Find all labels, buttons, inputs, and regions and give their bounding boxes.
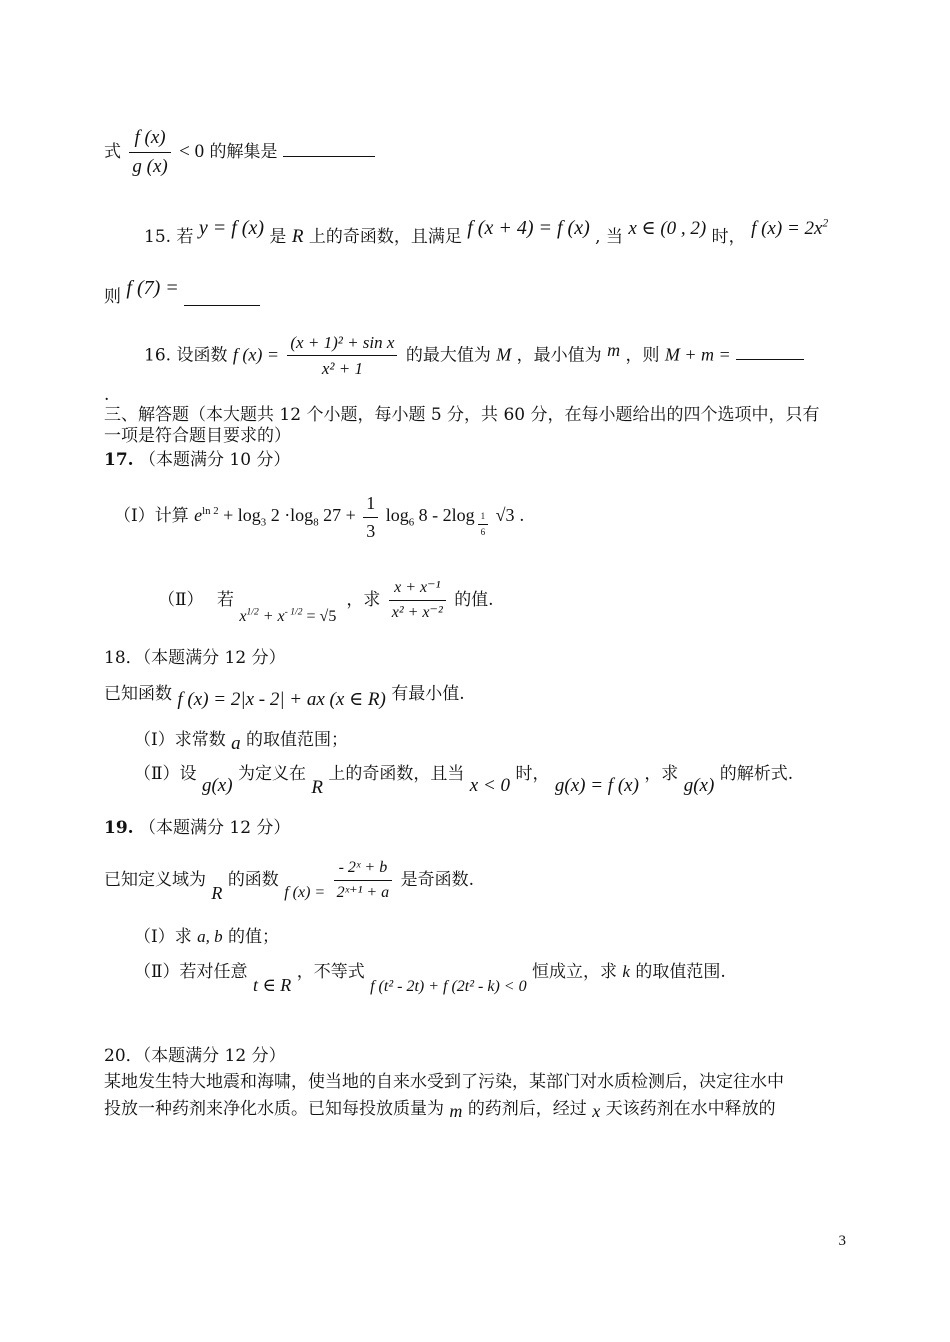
q17-cond-plus: + x bbox=[262, 608, 285, 625]
q19-part1-label: （Ⅰ）求 bbox=[134, 927, 192, 947]
q19-denominator: 2ˣ⁺¹ + a bbox=[336, 884, 390, 901]
q20-line2 bbox=[104, 1097, 776, 1120]
q16-text3: ，最小值为 bbox=[516, 345, 602, 366]
q18-text1: 已知函数 bbox=[104, 684, 172, 704]
q17-part2-den: x² + x⁻² bbox=[391, 604, 443, 621]
q16-denominator: x² + 1 bbox=[321, 359, 363, 379]
q15-math5 bbox=[751, 218, 828, 239]
q16-line bbox=[144, 332, 804, 380]
q17-part2-num: x + x⁻¹ bbox=[389, 578, 446, 601]
q19-line2 bbox=[134, 926, 279, 948]
q17-one-third bbox=[363, 492, 378, 542]
q17-log8: 2 ·log bbox=[270, 505, 314, 526]
q19-text3: 是奇函数. bbox=[400, 870, 474, 890]
q14-denominator: g (x) bbox=[132, 155, 168, 177]
q19-fraction bbox=[334, 858, 393, 903]
q14-prefix: 式 bbox=[104, 141, 121, 162]
q17-log6: log bbox=[385, 505, 409, 526]
q19-k: k bbox=[622, 962, 630, 981]
q17-part1 bbox=[114, 492, 524, 542]
q19-number: 19. bbox=[104, 818, 134, 838]
q17-part2-fraction bbox=[389, 578, 446, 623]
q18-line2 bbox=[134, 728, 348, 752]
q18-part1-text: 的取值范围； bbox=[246, 730, 349, 750]
q17-number: 17. bbox=[104, 450, 134, 470]
q17-log-base-sixth bbox=[478, 511, 489, 539]
q15-line1 bbox=[144, 217, 829, 249]
q19-R: R bbox=[211, 883, 223, 903]
q19-text2: 的函数 bbox=[227, 870, 279, 890]
q17-part2-ask: ，求 bbox=[346, 590, 381, 610]
q16-text4: ，则 bbox=[625, 345, 660, 366]
q16-m: m bbox=[607, 340, 621, 361]
q19-t3: 的取值范围. bbox=[635, 962, 726, 982]
q17-log3: + log bbox=[223, 505, 261, 526]
q17-expr bbox=[194, 493, 519, 541]
q16-fraction bbox=[287, 332, 397, 380]
q15-number: 15. bbox=[144, 227, 172, 247]
q16-number: 16. bbox=[144, 345, 172, 366]
q18-heading: 18．（本题满分 12 分） bbox=[104, 648, 286, 668]
q14-text: 的解集是 bbox=[209, 141, 278, 162]
q17-log8-base: 8 bbox=[313, 516, 319, 529]
q17-cond-half-num: 1 bbox=[246, 606, 252, 618]
q17-cond-neg-den: 2 bbox=[297, 606, 303, 618]
q19-ab: a, b bbox=[197, 927, 223, 946]
q18-line1 bbox=[104, 682, 465, 710]
q17-minus-log: 8 - 2log bbox=[418, 505, 475, 526]
q17-log6-base: 6 bbox=[408, 516, 415, 529]
q16-text1: 设函数 bbox=[176, 345, 228, 366]
q17-one-third-num: 1 bbox=[363, 492, 378, 518]
q15-math6: f (7) = bbox=[126, 277, 179, 299]
q16-fx: f (x) = bbox=[232, 344, 279, 365]
q17-part2-label: （Ⅱ） bbox=[158, 590, 204, 610]
q17-heading-text: （本题满分 10 分） bbox=[138, 450, 291, 470]
q18-function: f (x) = 2|x - 2| + ax (x ∈ R) bbox=[177, 689, 386, 710]
q17-cond-half-den: 2 bbox=[253, 606, 259, 618]
q18-t3: 时， bbox=[515, 764, 550, 784]
q17-cond-eq: = √5 bbox=[306, 608, 337, 625]
q18-g2: g(x) bbox=[683, 775, 715, 796]
q18-part1-label: （Ⅰ）求常数 bbox=[134, 730, 226, 750]
q17-part1-end: . bbox=[519, 506, 525, 527]
section3-heading-line2: 一项是符合题目要求的） bbox=[104, 426, 291, 446]
q15-text6: 则 bbox=[104, 287, 121, 307]
q14-lt0: < 0 bbox=[179, 140, 205, 162]
q19-part1-text: 的值； bbox=[228, 927, 280, 947]
q18-t4: ，求 bbox=[644, 764, 679, 784]
q20-x: x bbox=[592, 1101, 601, 1121]
q20-text-b: 的药剂后，经过 bbox=[467, 1099, 587, 1119]
q20-m: m bbox=[449, 1101, 463, 1121]
q19-heading-text: （本题满分 12 分） bbox=[138, 818, 291, 838]
q15-math1: y = f (x) bbox=[198, 217, 264, 239]
q17-part2-end: 的值. bbox=[454, 590, 494, 610]
answer-blank bbox=[736, 358, 804, 360]
q20-text-c: 天该药剂在水中释放的 bbox=[605, 1099, 776, 1119]
q20-line1: 某地发生特大地震和海啸，使当地的自来水受到了污染，某部门对水质检测后，决定往水中 bbox=[104, 1072, 784, 1092]
q15-text3: 上的奇函数，且满足 bbox=[308, 227, 462, 247]
q16-dot: . bbox=[104, 385, 110, 405]
q19-line1 bbox=[104, 858, 474, 903]
q14-tail bbox=[104, 126, 375, 179]
q15-text4: , 当 bbox=[595, 227, 623, 247]
q19-numerator: - 2ˣ + b bbox=[334, 858, 393, 881]
q18-t5: 的解析式. bbox=[719, 764, 794, 784]
q17-cond-neg-half: - 1/2 bbox=[284, 606, 303, 618]
q20-text-a: 投放一种药剂来净化水质。已知每投放质量为 bbox=[104, 1099, 444, 1119]
q15-math5-base: f (x) = 2x bbox=[751, 218, 823, 239]
q17-27: 27 + bbox=[323, 505, 356, 526]
q19-heading bbox=[104, 818, 290, 839]
q17-ln2: ln 2 bbox=[202, 505, 219, 518]
q17-one-third-den: 3 bbox=[366, 520, 376, 541]
q18-part2-label: （Ⅱ）设 bbox=[134, 764, 197, 784]
q17-cond-half: 1/2 bbox=[246, 606, 259, 618]
q14-fraction bbox=[129, 126, 170, 179]
q17-part2-if: 若 bbox=[216, 590, 234, 610]
q18-g-eq-f: g(x) = f (x) bbox=[554, 775, 639, 796]
q15-math3: f (x + 4) = f (x) bbox=[467, 217, 590, 239]
q18-line3 bbox=[134, 762, 794, 798]
page-number: 3 bbox=[838, 1233, 846, 1249]
q18-g1: g(x) bbox=[201, 775, 233, 796]
q17-part1-label: （Ⅰ）计算 bbox=[114, 506, 189, 527]
q19-text1: 已知定义域为 bbox=[104, 870, 206, 890]
q16-M: M bbox=[496, 344, 512, 365]
q18-t1: 为定义在 bbox=[237, 764, 306, 784]
q17-heading bbox=[104, 450, 290, 471]
q15-line2 bbox=[104, 277, 260, 309]
answer-blank bbox=[184, 304, 260, 306]
q18-R: R bbox=[311, 777, 323, 798]
q19-t2: 恒成立，求 bbox=[532, 962, 617, 982]
q14-numerator: f (x) bbox=[129, 126, 170, 153]
q19-line3 bbox=[134, 960, 726, 995]
q19-fx: f (x) = bbox=[284, 884, 326, 901]
q20-heading: 20．（本题满分 12 分） bbox=[104, 1046, 286, 1066]
q19-t1: ，不等式 bbox=[296, 962, 365, 982]
q17-log3-base: 3 bbox=[260, 516, 267, 529]
q15-math5-sup: 2 bbox=[822, 217, 829, 230]
q17-condition bbox=[239, 608, 340, 625]
q15-text1: 若 bbox=[176, 227, 194, 247]
answer-blank bbox=[283, 155, 375, 157]
q16-numerator: (x + 1)² + sin x bbox=[287, 332, 397, 356]
q16-sum: M + m = bbox=[664, 344, 731, 365]
q15-math4: x ∈ (0 , 2) bbox=[628, 218, 707, 239]
q19-t-in-R: t ∈ R bbox=[252, 975, 292, 995]
q17-sixth-num: 1 bbox=[478, 511, 489, 525]
q18-a: a bbox=[231, 733, 241, 754]
q15-text2: 是 bbox=[269, 227, 287, 247]
q17-part2 bbox=[158, 578, 494, 623]
q16-text2: 的最大值为 bbox=[405, 345, 491, 366]
q17-cond-x: x bbox=[239, 608, 247, 625]
q17-e: e bbox=[194, 505, 203, 526]
q18-xlt0: x < 0 bbox=[469, 775, 511, 796]
q18-text2: 有最小值. bbox=[391, 684, 465, 704]
q17-cond-neg-num: - 1 bbox=[284, 606, 296, 618]
q18-t2: 上的奇函数，且当 bbox=[328, 764, 465, 784]
q15-text5: 时， bbox=[711, 227, 746, 247]
q15-math2: R bbox=[291, 226, 304, 247]
q19-part2-label: （Ⅱ）若对任意 bbox=[134, 962, 248, 982]
q17-sixth-den: 6 bbox=[480, 527, 486, 538]
q17-sqrt3: √3 bbox=[495, 505, 515, 526]
q19-inequality: f (t² - 2t) + f (2t² - k) < 0 bbox=[370, 978, 527, 995]
section3-heading-line1: 三、解答题（本大题共 12 个小题，每小题 5 分，共 60 分，在每小题给出的四个选项中，只有 bbox=[104, 405, 820, 425]
